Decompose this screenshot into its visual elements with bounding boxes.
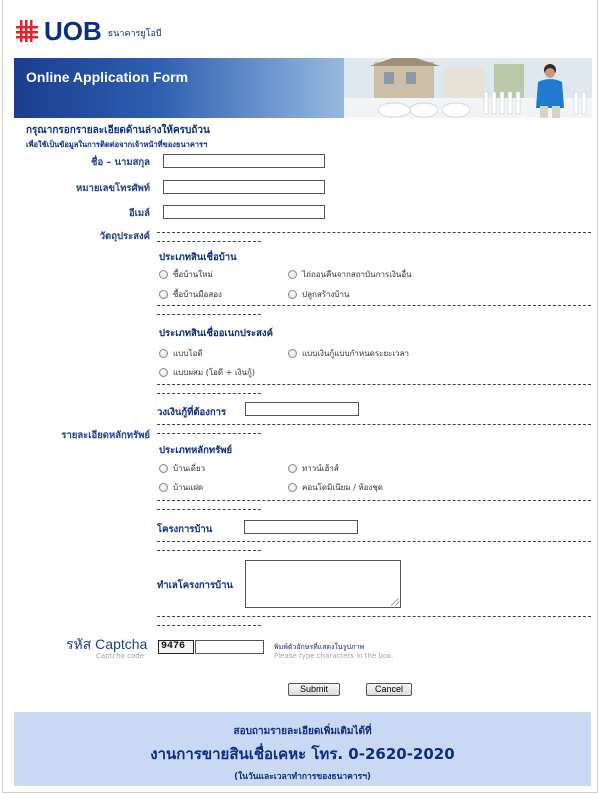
purpose-label: วัตถุประสงค์ — [99, 231, 150, 242]
divider — [157, 550, 261, 551]
home-loan-option-build[interactable] — [288, 288, 349, 301]
banner-title: Online Application Form — [26, 69, 189, 85]
amount-input[interactable] — [245, 402, 359, 416]
collateral-option-twin[interactable] — [159, 481, 203, 494]
collateral-label: รายละเอียดหลักทรัพย์ — [61, 430, 150, 441]
option-label: ซื้อบ้านมือสอง — [173, 290, 222, 299]
project-input[interactable] — [244, 520, 358, 534]
captcha-label: รหัส Captcha — [66, 636, 148, 652]
project-location-label: ทำเลโครงการบ้าน — [157, 580, 233, 591]
divider — [157, 541, 591, 542]
home-loan-option-refinance[interactable] — [288, 268, 412, 281]
radio-button[interactable] — [288, 483, 297, 492]
option-label: แบบผสม (โอดี + เงินกู้) — [173, 368, 255, 377]
intro-subheading: เพื่อใช้เป็นข้อมูลในการติดต่อจากเจ้าหน้าที่ของธนาคารฯ — [26, 140, 208, 149]
option-label: ทาวน์เฮ้าส์ — [302, 464, 339, 473]
contact-footer — [14, 712, 591, 786]
option-label: ไถ่ถอนคืนจากสถาบันการเงินอื่น — [302, 270, 412, 279]
option-label: ซื้อบ้านใหม่ — [173, 270, 213, 279]
email-input[interactable] — [163, 205, 325, 219]
divider — [157, 500, 591, 501]
divider — [157, 232, 591, 233]
multi-loan-option-od[interactable] — [159, 347, 203, 360]
phone-input[interactable] — [163, 180, 325, 194]
form-intro — [26, 123, 210, 151]
name-label: ชื่อ – นามสกุล — [91, 157, 150, 168]
home-loan-option-new[interactable] — [159, 268, 213, 281]
multi-loan-title: ประเภทสินเชื่ออเนกประสงค์ — [159, 328, 273, 339]
uob-logo-mark-icon — [16, 20, 40, 42]
collateral-option-detached[interactable] — [159, 462, 205, 475]
radio-button[interactable] — [159, 464, 168, 473]
divider — [157, 241, 261, 242]
divider — [157, 616, 591, 617]
radio-button[interactable] — [159, 368, 168, 377]
collateral-option-condo[interactable] — [288, 481, 383, 494]
radio-button[interactable] — [159, 290, 168, 299]
collateral-option-townhouse[interactable] — [288, 462, 339, 475]
footer-hours: (ในวันและเวลาทำการของธนาคารฯ) — [234, 772, 371, 782]
captcha-sublabel: Captcha code — [96, 652, 145, 660]
divider — [157, 625, 261, 626]
captcha-hint-english: Please type characters in the box. — [274, 652, 394, 660]
project-label: โครงการบ้าน — [157, 524, 213, 535]
home-loan-title: ประเภทสินเชื่อบ้าน — [159, 252, 237, 263]
option-label: บ้านแฝด — [173, 483, 204, 492]
captcha-hint-thai: พิมพ์ตัวอักษรที่แสดงในรูปภาพ — [274, 643, 365, 651]
uob-logo — [16, 16, 162, 46]
resize-grip-icon[interactable] — [391, 598, 399, 606]
submit-button[interactable]: Submit — [288, 683, 340, 696]
option-label: แบบเงินกู้แบบกำหนดระยะเวลา — [302, 349, 410, 358]
radio-button[interactable] — [288, 290, 297, 299]
multi-loan-option-mixed[interactable] — [159, 366, 255, 379]
project-location-textarea[interactable] — [245, 560, 401, 608]
option-label: คอนโดมิเนียม / ห้องชุด — [302, 483, 383, 492]
divider — [157, 384, 591, 385]
amount-label: วงเงินกู้ที่ต้องการ — [157, 407, 227, 418]
multi-loan-option-term[interactable] — [288, 347, 409, 360]
collateral-title: ประเภทหลักทรัพย์ — [159, 445, 233, 456]
captcha-input[interactable] — [195, 640, 264, 654]
option-label: แบบโอดี — [173, 349, 203, 358]
radio-button[interactable] — [288, 270, 297, 279]
cancel-button[interactable]: Cancel — [366, 683, 412, 696]
footer-heading: สอบถามรายละเอียดเพิ่มเติมได้ที่ — [233, 726, 372, 737]
radio-button[interactable] — [159, 270, 168, 279]
header-banner — [14, 58, 592, 118]
divider — [157, 424, 591, 425]
divider — [157, 314, 261, 315]
house-family-photo-icon — [344, 58, 592, 118]
radio-button[interactable] — [159, 349, 168, 358]
divider — [157, 509, 261, 510]
option-label: บ้านเดี่ยว — [173, 464, 206, 473]
footer-phone: งานการขายสินเชื่อเคหะ โทร. 0-2620-2020 — [150, 745, 455, 763]
divider — [157, 305, 591, 306]
captcha-image: 9476 — [158, 640, 194, 654]
option-label: ปลูกสร้างบ้าน — [302, 290, 350, 299]
radio-button[interactable] — [288, 464, 297, 473]
radio-button[interactable] — [159, 483, 168, 492]
page-frame — [2, 0, 598, 793]
divider — [157, 433, 261, 434]
phone-label: หมายเลขโทรศัพท์ — [75, 183, 150, 194]
radio-button[interactable] — [288, 349, 297, 358]
divider — [157, 393, 261, 394]
logo-text: UOB — [44, 16, 102, 46]
email-label: อีเมล์ — [128, 208, 150, 219]
name-input[interactable] — [163, 154, 325, 168]
logo-thai-text: ธนาคารยูโอบี — [107, 29, 162, 39]
intro-heading: กรุณากรอกรายละเอียดด้านล่างให้ครบถ้วน — [26, 125, 210, 136]
home-loan-option-used[interactable] — [159, 288, 222, 301]
